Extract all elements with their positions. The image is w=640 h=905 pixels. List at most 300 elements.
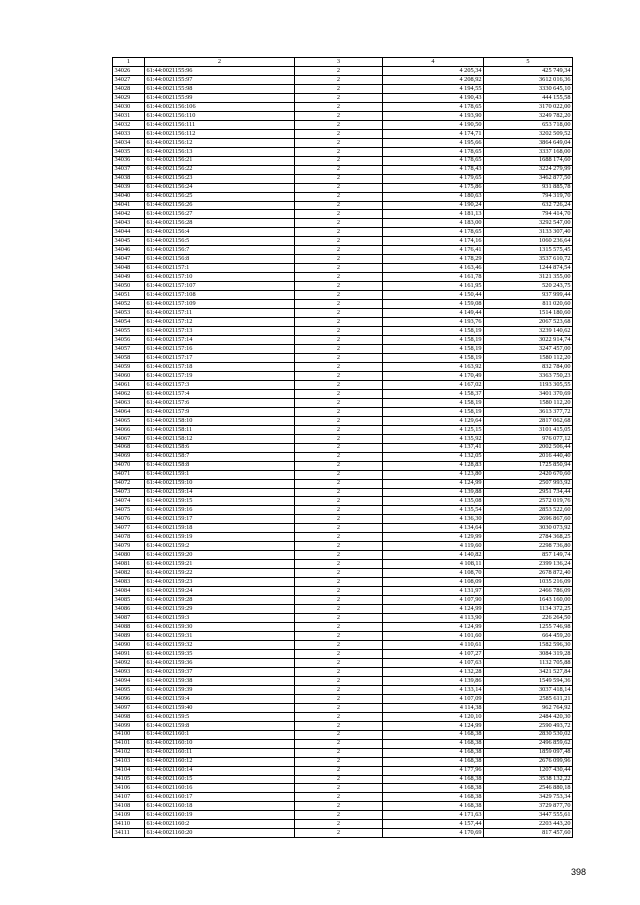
area-cell: 4 168,38 [383, 784, 484, 793]
type-cell: 2 [295, 407, 383, 416]
cadastral-number-cell: 61:44:0021158:11 [145, 425, 295, 434]
value-cell: 2484 420,30 [484, 712, 573, 721]
type-cell: 2 [295, 560, 383, 569]
row-number-cell: 34038 [113, 174, 145, 183]
value-cell: 3133 307,40 [484, 228, 573, 237]
type-cell: 2 [295, 380, 383, 389]
table-row [113, 470, 573, 479]
cadastral-number-cell: 61:44:0021159:2 [145, 542, 295, 551]
table-row [113, 93, 573, 102]
type-cell: 2 [295, 506, 383, 515]
row-number-cell: 34069 [113, 452, 145, 461]
cadastral-number-cell: 61:44:0021157:17 [145, 353, 295, 362]
type-cell: 2 [295, 174, 383, 183]
value-cell: 3239 140,62 [484, 327, 573, 336]
table-row [113, 748, 573, 757]
type-cell: 2 [295, 93, 383, 102]
table-row [113, 84, 573, 93]
type-cell: 2 [295, 84, 383, 93]
type-cell: 2 [295, 327, 383, 336]
cadastral-number-cell: 61:44:0021160:18 [145, 802, 295, 811]
area-cell: 4 170,69 [383, 829, 484, 838]
cadastral-number-cell: 61:44:0021156:27 [145, 210, 295, 219]
row-number-cell: 34062 [113, 389, 145, 398]
area-cell: 4 171,63 [383, 811, 484, 820]
table-row [113, 452, 573, 461]
cadastral-number-cell: 61:44:0021157:10 [145, 273, 295, 282]
row-number-cell: 34108 [113, 802, 145, 811]
row-number-cell: 34031 [113, 111, 145, 120]
type-cell: 2 [295, 461, 383, 470]
value-cell: 632 726,24 [484, 201, 573, 210]
cadastral-number-cell: 61:44:0021160:16 [145, 784, 295, 793]
table-row [113, 649, 573, 658]
row-number-cell: 34049 [113, 273, 145, 282]
table-row [113, 605, 573, 614]
area-cell: 4 131,97 [383, 587, 484, 596]
value-cell: 3462 877,50 [484, 174, 573, 183]
cadastral-number-cell: 61:44:0021155:96 [145, 66, 295, 75]
type-cell: 2 [295, 488, 383, 497]
value-cell: 1134 372,25 [484, 605, 573, 614]
value-cell: 1725 850,94 [484, 461, 573, 470]
type-cell: 2 [295, 138, 383, 147]
table-row [113, 120, 573, 129]
type-cell: 2 [295, 237, 383, 246]
cadastral-number-cell: 61:44:0021156:110 [145, 111, 295, 120]
type-cell: 2 [295, 183, 383, 192]
value-cell: 3447 555,61 [484, 811, 573, 820]
type-cell: 2 [295, 739, 383, 748]
area-cell: 4 163,92 [383, 362, 484, 371]
table-row [113, 174, 573, 183]
table-row [113, 318, 573, 327]
value-cell: 2678 872,40 [484, 569, 573, 578]
type-cell: 2 [295, 676, 383, 685]
column-header-3: 3 [295, 58, 383, 67]
area-cell: 4 139,88 [383, 488, 484, 497]
type-cell: 2 [295, 156, 383, 165]
cadastral-number-cell: 61:44:0021160:10 [145, 739, 295, 748]
cadastral-number-cell: 61:44:0021157:6 [145, 398, 295, 407]
area-cell: 4 125,15 [383, 425, 484, 434]
type-cell: 2 [295, 632, 383, 641]
value-cell: 2585 611,21 [484, 694, 573, 703]
cadastral-number-cell: 61:44:0021159:36 [145, 658, 295, 667]
type-cell: 2 [295, 479, 383, 488]
table-row [113, 784, 573, 793]
table-row [113, 775, 573, 784]
type-cell: 2 [295, 793, 383, 802]
area-cell: 4 135,92 [383, 434, 484, 443]
type-cell: 2 [295, 829, 383, 838]
value-cell: 3170 022,00 [484, 102, 573, 111]
area-cell: 4 107,27 [383, 649, 484, 658]
value-cell: 3429 753,34 [484, 793, 573, 802]
area-cell: 4 137,41 [383, 443, 484, 452]
cadastral-number-cell: 61:44:0021156:8 [145, 255, 295, 264]
row-number-cell: 34083 [113, 578, 145, 587]
value-cell: 1580 112,20 [484, 398, 573, 407]
row-number-cell: 34110 [113, 820, 145, 829]
row-number-cell: 34102 [113, 748, 145, 757]
type-cell: 2 [295, 264, 383, 273]
table-row [113, 255, 573, 264]
area-cell: 4 178,43 [383, 165, 484, 174]
row-number-cell: 34058 [113, 353, 145, 362]
table-row [113, 416, 573, 425]
type-cell: 2 [295, 120, 383, 129]
cadastral-number-cell: 61:44:0021157:9 [145, 407, 295, 416]
table-row [113, 802, 573, 811]
cadastral-number-cell: 61:44:0021157:108 [145, 291, 295, 300]
area-cell: 4 163,46 [383, 264, 484, 273]
area-cell: 4 119,60 [383, 542, 484, 551]
type-cell: 2 [295, 712, 383, 721]
row-number-cell: 34084 [113, 587, 145, 596]
row-number-cell: 34067 [113, 434, 145, 443]
cadastral-number-cell: 61:44:0021156:24 [145, 183, 295, 192]
type-cell: 2 [295, 685, 383, 694]
row-number-cell: 34072 [113, 479, 145, 488]
area-cell: 4 133,14 [383, 685, 484, 694]
table-row [113, 766, 573, 775]
area-cell: 4 178,65 [383, 147, 484, 156]
cadastral-number-cell: 61:44:0021156:28 [145, 219, 295, 228]
cadastral-number-cell: 61:44:0021156:5 [145, 237, 295, 246]
value-cell: 2466 786,09 [484, 587, 573, 596]
value-cell: 664 459,20 [484, 632, 573, 641]
table-row [113, 560, 573, 569]
value-cell: 857 149,74 [484, 551, 573, 560]
type-cell: 2 [295, 443, 383, 452]
area-cell: 4 132,05 [383, 452, 484, 461]
row-number-cell: 34043 [113, 219, 145, 228]
type-cell: 2 [295, 551, 383, 560]
cadastral-number-cell: 61:44:0021159:1 [145, 470, 295, 479]
cadastral-number-cell: 61:44:0021155:97 [145, 75, 295, 84]
area-cell: 4 132,28 [383, 667, 484, 676]
table-row [113, 551, 573, 560]
row-number-cell: 34095 [113, 685, 145, 694]
column-header-1: 1 [113, 58, 145, 67]
area-cell: 4 158,37 [383, 389, 484, 398]
area-cell: 4 158,19 [383, 345, 484, 354]
table-row [113, 425, 573, 434]
row-number-cell: 34080 [113, 551, 145, 560]
cadastral-number-cell: 61:44:0021160:17 [145, 793, 295, 802]
row-number-cell: 34092 [113, 658, 145, 667]
table-header-row [113, 58, 573, 67]
value-cell: 2203 443,20 [484, 820, 573, 829]
type-cell: 2 [295, 416, 383, 425]
table-row [113, 129, 573, 138]
value-cell: 817 457,60 [484, 829, 573, 838]
type-cell: 2 [295, 784, 383, 793]
area-cell: 4 168,38 [383, 757, 484, 766]
value-cell: 2298 736,80 [484, 542, 573, 551]
table-row [113, 246, 573, 255]
row-number-cell: 34052 [113, 300, 145, 309]
table-row [113, 309, 573, 318]
cadastral-number-cell: 61:44:0021160:14 [145, 766, 295, 775]
area-cell: 4 128,83 [383, 461, 484, 470]
value-cell: 3224 279,99 [484, 165, 573, 174]
cadastral-number-cell: 61:44:0021158:12 [145, 434, 295, 443]
row-number-cell: 34035 [113, 147, 145, 156]
row-number-cell: 34036 [113, 156, 145, 165]
row-number-cell: 34105 [113, 775, 145, 784]
row-number-cell: 34107 [113, 793, 145, 802]
cadastral-number-cell: 61:44:0021158:8 [145, 461, 295, 470]
area-cell: 4 124,99 [383, 623, 484, 632]
type-cell: 2 [295, 587, 383, 596]
area-cell: 4 193,76 [383, 318, 484, 327]
value-cell: 1859 097,48 [484, 748, 573, 757]
cadastral-number-cell: 61:44:0021157:4 [145, 389, 295, 398]
row-number-cell: 34099 [113, 721, 145, 730]
cadastral-number-cell: 61:44:0021155:98 [145, 84, 295, 93]
table-row [113, 398, 573, 407]
value-cell: 2830 530,02 [484, 730, 573, 739]
row-number-cell: 34098 [113, 712, 145, 721]
table-row [113, 829, 573, 838]
table-row [113, 542, 573, 551]
type-cell: 2 [295, 102, 383, 111]
cadastral-number-cell: 61:44:0021159:15 [145, 497, 295, 506]
value-cell: 3363 750,23 [484, 371, 573, 380]
value-cell: 3101 415,05 [484, 425, 573, 434]
row-number-cell: 34068 [113, 443, 145, 452]
table-row [113, 578, 573, 587]
table-row [113, 353, 573, 362]
cadastral-number-cell: 61:44:0021156:111 [145, 120, 295, 129]
type-cell: 2 [295, 336, 383, 345]
table-row [113, 479, 573, 488]
value-cell: 3612 016,36 [484, 75, 573, 84]
cadastral-number-cell: 61:44:0021159:21 [145, 560, 295, 569]
table-row [113, 658, 573, 667]
cadastral-number-cell: 61:44:0021158:7 [145, 452, 295, 461]
table-row [113, 147, 573, 156]
type-cell: 2 [295, 219, 383, 228]
type-cell: 2 [295, 811, 383, 820]
cadastral-number-cell: 61:44:0021157:12 [145, 318, 295, 327]
cadastral-number-cell: 61:44:0021160:1 [145, 730, 295, 739]
row-number-cell: 34048 [113, 264, 145, 273]
area-cell: 4 123,80 [383, 470, 484, 479]
type-cell: 2 [295, 353, 383, 362]
table-row [113, 515, 573, 524]
type-cell: 2 [295, 667, 383, 676]
cadastral-number-cell: 61:44:0021160:11 [145, 748, 295, 757]
row-number-cell: 34059 [113, 362, 145, 371]
area-cell: 4 149,44 [383, 309, 484, 318]
column-header-4: 4 [383, 58, 484, 67]
cadastral-number-cell: 61:44:0021158:10 [145, 416, 295, 425]
table-row [113, 282, 573, 291]
type-cell: 2 [295, 425, 383, 434]
cadastral-number-cell: 61:44:0021157:18 [145, 362, 295, 371]
table-row [113, 66, 573, 75]
row-number-cell: 34082 [113, 569, 145, 578]
cadastral-number-cell: 61:44:0021159:39 [145, 685, 295, 694]
area-cell: 4 168,38 [383, 793, 484, 802]
type-cell: 2 [295, 596, 383, 605]
cadastral-number-cell: 61:44:0021160:20 [145, 829, 295, 838]
row-number-cell: 34096 [113, 694, 145, 703]
row-number-cell: 34079 [113, 542, 145, 551]
area-cell: 4 158,19 [383, 407, 484, 416]
type-cell: 2 [295, 228, 383, 237]
row-number-cell: 34106 [113, 784, 145, 793]
row-number-cell: 34054 [113, 318, 145, 327]
value-cell: 832 784,00 [484, 362, 573, 371]
row-number-cell: 34066 [113, 425, 145, 434]
value-cell: 2067 523,68 [484, 318, 573, 327]
cadastral-number-cell: 61:44:0021159:28 [145, 596, 295, 605]
value-cell: 3247 457,00 [484, 345, 573, 354]
area-cell: 4 195,66 [383, 138, 484, 147]
area-cell: 4 129,99 [383, 533, 484, 542]
type-cell: 2 [295, 802, 383, 811]
type-cell: 2 [295, 452, 383, 461]
area-cell: 4 161,95 [383, 282, 484, 291]
area-cell: 4 193,90 [383, 111, 484, 120]
table-row [113, 111, 573, 120]
cadastral-number-cell: 61:44:0021159:4 [145, 694, 295, 703]
area-cell: 4 157,44 [383, 820, 484, 829]
row-number-cell: 34075 [113, 506, 145, 515]
row-number-cell: 34064 [113, 407, 145, 416]
row-number-cell: 34071 [113, 470, 145, 479]
row-number-cell: 34056 [113, 336, 145, 345]
row-number-cell: 34041 [113, 201, 145, 210]
area-cell: 4 136,30 [383, 515, 484, 524]
row-number-cell: 34047 [113, 255, 145, 264]
table-row [113, 497, 573, 506]
cadastral-number-cell: 61:44:0021157:19 [145, 371, 295, 380]
type-cell: 2 [295, 748, 383, 757]
area-cell: 4 174,16 [383, 237, 484, 246]
cadastral-number-cell: 61:44:0021155:99 [145, 93, 295, 102]
cadastral-number-cell: 61:44:0021160:2 [145, 820, 295, 829]
area-cell: 4 175,86 [383, 183, 484, 192]
row-number-cell: 34091 [113, 649, 145, 658]
type-cell: 2 [295, 389, 383, 398]
type-cell: 2 [295, 721, 383, 730]
value-cell: 2002 506,44 [484, 443, 573, 452]
area-cell: 4 135,54 [383, 506, 484, 515]
row-number-cell: 34077 [113, 524, 145, 533]
value-cell: 931 885,78 [484, 183, 573, 192]
value-cell: 3084 319,28 [484, 649, 573, 658]
row-number-cell: 34101 [113, 739, 145, 748]
cadastral-number-cell: 61:44:0021157:11 [145, 309, 295, 318]
row-number-cell: 34097 [113, 703, 145, 712]
value-cell: 520 243,75 [484, 282, 573, 291]
cadastral-number-cell: 61:44:0021159:38 [145, 676, 295, 685]
area-cell: 4 135,08 [383, 497, 484, 506]
area-cell: 4 150,44 [383, 291, 484, 300]
value-cell: 2676 099,96 [484, 757, 573, 766]
cadastral-number-cell: 61:44:0021159:3 [145, 614, 295, 623]
value-cell: 2399 136,24 [484, 560, 573, 569]
value-cell: 976 077,12 [484, 434, 573, 443]
area-cell: 4 183,00 [383, 219, 484, 228]
type-cell: 2 [295, 147, 383, 156]
type-cell: 2 [295, 524, 383, 533]
cadastral-number-cell: 61:44:0021159:32 [145, 640, 295, 649]
row-number-cell: 34085 [113, 596, 145, 605]
cadastral-number-cell: 61:44:0021159:14 [145, 488, 295, 497]
cadastral-number-cell: 61:44:0021159:22 [145, 569, 295, 578]
table-row [113, 811, 573, 820]
value-cell: 1688 174,60 [484, 156, 573, 165]
value-cell: 3292 547,00 [484, 219, 573, 228]
value-cell: 2590 493,72 [484, 721, 573, 730]
cadastral-number-cell: 61:44:0021159:5 [145, 712, 295, 721]
table-row [113, 703, 573, 712]
value-cell: 1060 236,64 [484, 237, 573, 246]
cadastral-number-cell: 61:44:0021159:35 [145, 649, 295, 658]
table-row [113, 201, 573, 210]
type-cell: 2 [295, 300, 383, 309]
cadastral-number-cell: 61:44:0021156:25 [145, 192, 295, 201]
type-cell: 2 [295, 282, 383, 291]
row-number-cell: 34061 [113, 380, 145, 389]
type-cell: 2 [295, 640, 383, 649]
row-number-cell: 34045 [113, 237, 145, 246]
cadastral-number-cell: 61:44:0021157:1 [145, 264, 295, 273]
page-number: 398 [570, 867, 586, 877]
table-row [113, 721, 573, 730]
row-number-cell: 34088 [113, 623, 145, 632]
row-number-cell: 34030 [113, 102, 145, 111]
area-cell: 4 158,19 [383, 327, 484, 336]
type-cell: 2 [295, 291, 383, 300]
table-row [113, 371, 573, 380]
row-number-cell: 34070 [113, 461, 145, 470]
row-number-cell: 34033 [113, 129, 145, 138]
column-header-2: 2 [145, 58, 295, 67]
row-number-cell: 34063 [113, 398, 145, 407]
table-row [113, 273, 573, 282]
row-number-cell: 34028 [113, 84, 145, 93]
row-number-cell: 34051 [113, 291, 145, 300]
area-cell: 4 161,78 [383, 273, 484, 282]
type-cell: 2 [295, 820, 383, 829]
type-cell: 2 [295, 192, 383, 201]
type-cell: 2 [295, 578, 383, 587]
row-number-cell: 34089 [113, 632, 145, 641]
cadastral-number-cell: 61:44:0021158:6 [145, 443, 295, 452]
value-cell: 2817 062,68 [484, 416, 573, 425]
column-header-5: 5 [484, 58, 573, 67]
row-number-cell: 34042 [113, 210, 145, 219]
table-row [113, 623, 573, 632]
type-cell: 2 [295, 362, 383, 371]
value-cell: 1549 594,36 [484, 676, 573, 685]
cadastral-number-cell: 61:44:0021156:26 [145, 201, 295, 210]
cadastral-number-cell: 61:44:0021156:106 [145, 102, 295, 111]
type-cell: 2 [295, 255, 383, 264]
value-cell: 3030 073,92 [484, 524, 573, 533]
table-row [113, 300, 573, 309]
cadastral-number-cell: 61:44:0021159:37 [145, 667, 295, 676]
value-cell: 3613 377,72 [484, 407, 573, 416]
row-number-cell: 34026 [113, 66, 145, 75]
